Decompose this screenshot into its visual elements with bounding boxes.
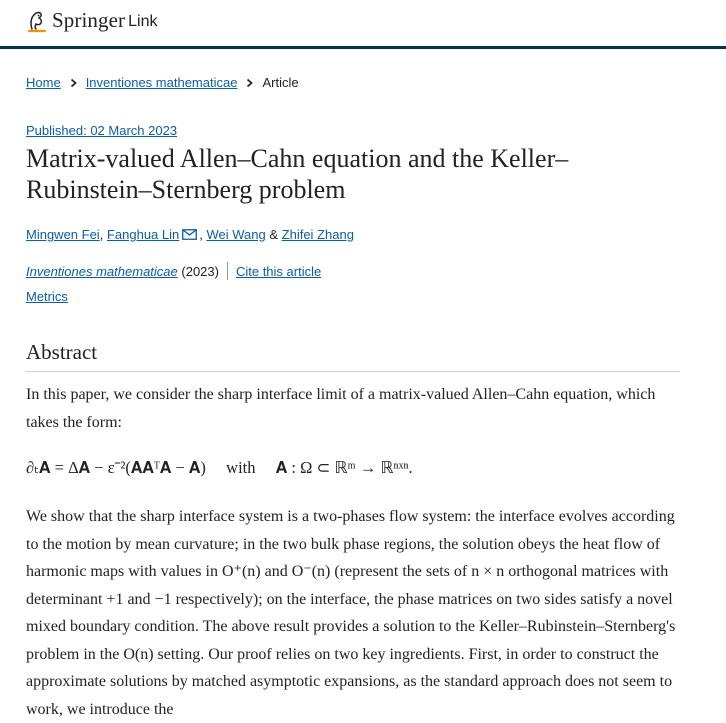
equation-lhs: ∂ₜ𝐀 = Δ𝐀 − ε⁻²(𝐀𝐀ᵀ𝐀 − 𝐀) xyxy=(26,458,206,477)
author-link[interactable]: Fanghua Lin xyxy=(106,227,180,242)
site-header xyxy=(0,0,726,49)
springer-link-logo[interactable] xyxy=(26,8,157,33)
metrics-link[interactable]: Metrics xyxy=(26,289,68,304)
abstract-heading: Abstract xyxy=(26,340,680,372)
abstract-body: We show that the sharp interface system is a two-phases flow system: the interface evolves according to the motion by mean curvature; in the two bulk phase regions, the solution obeys the heat flow of harmonic maps with values in O⁺(n) and O⁻(n) (represent the sets of n × n orthogonal matrices with determinant +1 and −1 respectively); on the interface, the phase matrices on two sides satisfy a novel mixed boundary condition. The above result provides a solution to the Keller–Rubinstein–Sternberg's problem in the O(n) setting. Our proof relies on two key ingredients. First, in order to construct the approximate solutions by matched asymptotic expansions, as the standard approach does not seem to work, we introduce the xyxy=(26,508,676,718)
logo-name: Springer xyxy=(52,8,126,32)
citation-divider xyxy=(227,262,228,280)
author-link[interactable]: Zhifei Zhang xyxy=(281,227,354,242)
published-date-link[interactable]: Published: 02 March 2023 xyxy=(26,123,178,138)
author-separator: , xyxy=(199,227,203,242)
article-title: Matrix-valued Allen–Cahn equation and the Keller–Rubinstein–Sternberg problem xyxy=(26,144,569,204)
abstract-equation xyxy=(26,458,413,478)
author-separator: & xyxy=(269,227,279,242)
chevron-right-icon xyxy=(69,78,78,88)
springer-horse-icon xyxy=(26,9,48,33)
publication-year: (2023) xyxy=(181,263,219,279)
breadcrumb-current: Article xyxy=(262,75,299,90)
equation-with: with xyxy=(226,458,256,477)
breadcrumb-journal-link[interactable]: Inventiones mathematicae xyxy=(85,75,238,90)
cite-article-link[interactable]: Cite this article xyxy=(235,263,322,279)
mail-icon[interactable] xyxy=(182,229,197,240)
author-list xyxy=(26,227,354,242)
logo-suffix: Link xyxy=(128,13,158,30)
equation-rhs: 𝐀 : Ω ⊂ ℝᵐ → ℝⁿˣⁿ. xyxy=(275,458,413,477)
abstract-intro: In this paper, we consider the sharp interface limit of a matrix-valued Allen–Cahn equation, which takes the form: xyxy=(26,386,656,431)
author-link[interactable]: Wei Wang xyxy=(206,227,266,242)
citation-line xyxy=(26,262,321,280)
journal-link[interactable]: Inventiones mathematicae xyxy=(26,263,178,279)
chevron-right-icon xyxy=(245,78,254,88)
breadcrumb xyxy=(26,75,299,90)
author-link[interactable]: Mingwen Fei xyxy=(26,227,100,242)
author-separator: , xyxy=(99,227,104,242)
breadcrumb-home-link[interactable]: Home xyxy=(26,75,61,90)
